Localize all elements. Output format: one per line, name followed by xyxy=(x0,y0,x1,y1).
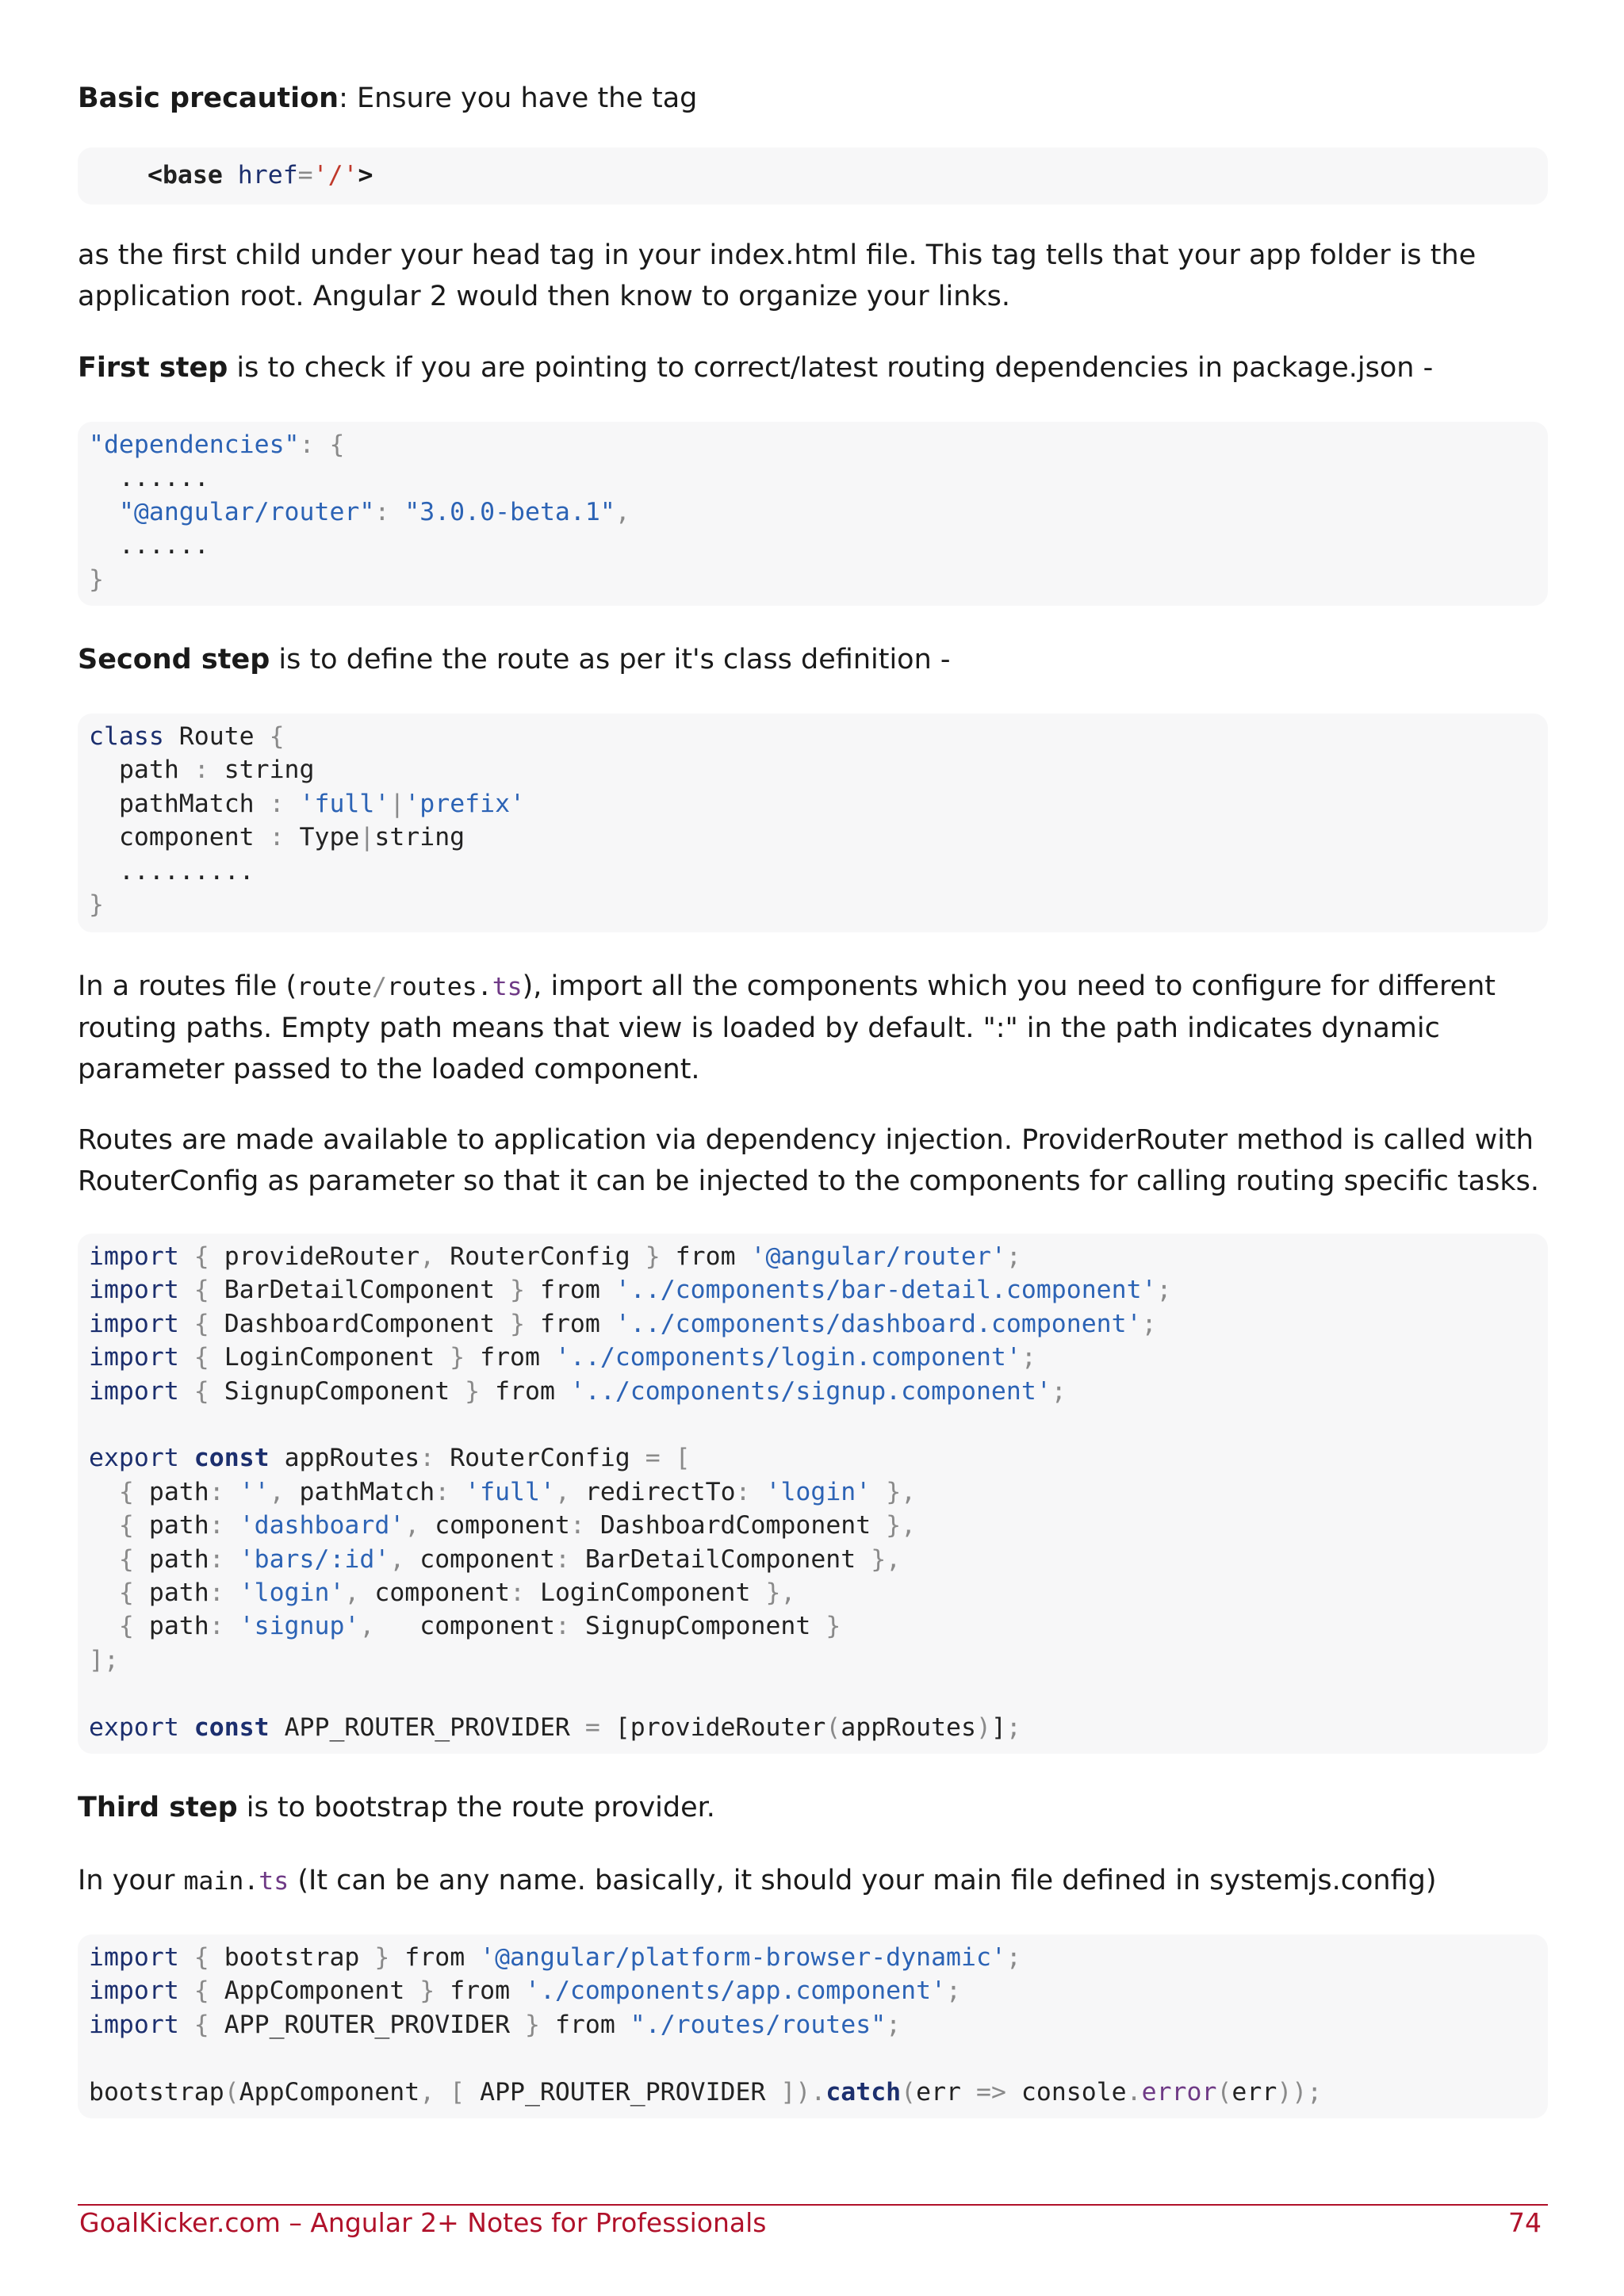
inline-code: ts xyxy=(259,1867,289,1896)
from-keyword: from xyxy=(450,1976,511,2006)
code-token: "dependencies" xyxy=(89,430,300,459)
code-token: bootstrap xyxy=(89,2077,224,2107)
from-keyword: from xyxy=(539,1309,600,1338)
route-key: path xyxy=(148,1578,209,1608)
route-path: 'dashboard' xyxy=(239,1511,405,1540)
code-token: "3.0.0-beta.1" xyxy=(404,497,615,526)
code-token: path xyxy=(118,756,179,785)
from-keyword: from xyxy=(480,1343,540,1372)
route-key: pathMatch xyxy=(299,1477,435,1506)
imported-name: RouterConfig xyxy=(450,1242,630,1271)
code-token: RouterConfig xyxy=(450,1444,630,1473)
route-value: 'login' xyxy=(765,1477,871,1506)
footer-divider xyxy=(78,2204,1548,2206)
code-token: Type xyxy=(299,823,360,852)
paragraph-text: In a routes file ( xyxy=(78,970,297,1002)
code-token: pathMatch xyxy=(118,789,255,818)
route-key: path xyxy=(148,1544,209,1574)
code-block-routes: import { provideRouter, RouterConfig } from '@angular/router'; import { BarDetailComponent } from '../components/bar-detail.component'; import { DashboardComponent } from '../components/dashboard.component'; import { LoginComponent } from '../components/login.component'; import { SignupComponent } from '../components/signup.component'; export const appRoutes: RouterConfig = [ { path: '', pathMatch: 'full', redirectTo: 'login' }, { path: 'dashboard', component: DashboardComponent }, { path: 'bars/:id', component: BarDetailComponent }, { path: 'login', component: LoginComponent }, { path: 'signup', component: SignupComponent } ]; export const APP_ROUTER_PROVIDER = [provideRouter(appRoutes)]; xyxy=(78,1234,1548,1754)
code-token: err xyxy=(1231,2077,1277,2107)
import-keyword: import xyxy=(89,1276,179,1305)
code-token: href xyxy=(237,161,298,189)
inline-code: ts xyxy=(492,973,523,1001)
from-keyword: from xyxy=(554,2010,615,2039)
route-key: redirectTo xyxy=(584,1477,736,1506)
route-key: component xyxy=(419,1544,555,1574)
module-path: '../components/signup.component' xyxy=(569,1376,1051,1406)
code-token: ...... xyxy=(118,531,209,561)
import-keyword: import xyxy=(89,1976,179,2006)
code-token: provideRouter xyxy=(630,1712,826,1742)
paragraph-text: is to check if you are pointing to correct/latest routing dependencies in package.json - xyxy=(228,352,1434,384)
route-path: 'login' xyxy=(239,1578,345,1608)
route-key: component xyxy=(419,1612,555,1641)
import-keyword: import xyxy=(89,2010,179,2039)
import-keyword: import xyxy=(89,1943,179,1972)
bold-label: Third step xyxy=(78,1792,238,1823)
main-file-paragraph xyxy=(78,1860,1437,1902)
bold-label: First step xyxy=(78,352,228,384)
import-keyword: import xyxy=(89,1309,179,1338)
code-token: component xyxy=(118,823,255,852)
code-token: string xyxy=(374,823,465,852)
inline-code: main. xyxy=(183,1867,259,1896)
paragraph-text: (It can be any name. basically, it should your main file defined in systemjs.config) xyxy=(289,1865,1437,1896)
import-keyword: import xyxy=(89,1376,179,1406)
code-token: error xyxy=(1141,2077,1217,2107)
module-path: '../components/bar-detail.component' xyxy=(615,1276,1157,1305)
bold-label: Second step xyxy=(78,644,270,675)
base-tag-explanation: as the first child under your head tag in your index.html file. This tag tells that your app folder is the application root. Angular 2 would then know to organize your links. xyxy=(78,239,1477,312)
code-token: '/' xyxy=(312,161,358,189)
paragraph-text: is to bootstrap the route provider. xyxy=(237,1792,715,1823)
bold-label: Basic precaution xyxy=(78,82,339,114)
code-token: APP_ROUTER_PROVIDER xyxy=(284,1712,570,1742)
footer-title: GoalKicker.com – Angular 2+ Notes for Professionals xyxy=(79,2207,767,2238)
paragraph-text: In your xyxy=(78,1865,184,1896)
paragraph-text: ), import all the components which you need to configure for different routing paths. Empty path means that view is loaded by default. ":" in the path indicates dynamic parameter passed to the loaded component. xyxy=(78,970,1496,1085)
route-key: component xyxy=(374,1578,511,1608)
route-value: SignupComponent xyxy=(584,1612,811,1641)
code-token: console xyxy=(1021,2077,1127,2107)
route-value: BarDetailComponent xyxy=(584,1544,856,1574)
code-token: Route xyxy=(178,722,255,751)
dependency-injection-paragraph: Routes are made available to application via dependency injection. ProviderRouter method is called with RouterConfig as parameter so that it can be injected to the components for calling routing specific tasks. xyxy=(78,1124,1539,1197)
code-token: catch xyxy=(825,2077,902,2107)
imported-name: BarDetailComponent xyxy=(224,1276,496,1305)
from-keyword: from xyxy=(495,1376,555,1406)
basic-precaution-paragraph xyxy=(78,78,697,119)
inline-code: route xyxy=(297,973,372,1001)
imported-name: DashboardComponent xyxy=(224,1309,496,1338)
code-token: APP_ROUTER_PROVIDER xyxy=(480,2077,766,2107)
paragraph-text: : Ensure you have the tag xyxy=(339,82,698,114)
from-keyword: from xyxy=(675,1242,736,1271)
inline-code: routes. xyxy=(386,973,492,1001)
imported-name: SignupComponent xyxy=(224,1376,450,1406)
module-path: '@angular/platform-browser-dynamic' xyxy=(480,1943,1006,1972)
route-path: 'bars/:id' xyxy=(239,1544,390,1574)
code-token: "@angular/router" xyxy=(118,497,375,526)
paragraph-text: is to define the route as per it's class definition - xyxy=(270,644,951,675)
route-key: path xyxy=(148,1511,209,1540)
routes-file-paragraph xyxy=(78,966,1548,1090)
module-path: "./routes/routes" xyxy=(630,2010,887,2039)
code-token: err xyxy=(916,2077,962,2107)
first-step-paragraph xyxy=(78,347,1433,388)
imported-name: AppComponent xyxy=(224,1976,405,2006)
code-block-dependencies: "dependencies": { ...... "@angular/router": "3.0.0-beta.1", ...... } xyxy=(78,422,1548,606)
module-path: './components/app.component' xyxy=(525,1976,947,2006)
from-keyword: from xyxy=(404,1943,465,1972)
imported-name: bootstrap xyxy=(224,1943,360,1972)
route-value: LoginComponent xyxy=(539,1578,751,1608)
module-path: '../components/dashboard.component' xyxy=(615,1309,1142,1338)
imported-name: APP_ROUTER_PROVIDER xyxy=(224,2010,511,2039)
route-key: path xyxy=(148,1612,209,1641)
second-step-paragraph xyxy=(78,639,951,680)
code-token: appRoutes xyxy=(841,1712,976,1742)
module-path: '../components/login.component' xyxy=(554,1343,1021,1372)
third-step-paragraph xyxy=(78,1787,715,1828)
route-key: component xyxy=(435,1511,570,1540)
import-keyword: import xyxy=(89,1343,179,1372)
code-block-main: import { bootstrap } from '@angular/platform-browser-dynamic'; import { AppComponent } from './components/app.component'; import { APP_ROUTER_PROVIDER } from "./routes/routes"; bootstrap(AppComponent, [ APP_ROUTER_PROVIDER ]).catch(err => console.error(err)); xyxy=(78,1934,1548,2118)
code-token: appRoutes xyxy=(284,1444,420,1473)
module-path: '@angular/router' xyxy=(750,1242,1006,1271)
route-value: 'full' xyxy=(465,1477,555,1506)
import-keyword: import xyxy=(89,1242,179,1271)
from-keyword: from xyxy=(539,1276,600,1305)
route-value: DashboardComponent xyxy=(599,1511,871,1540)
code-token: 'full' xyxy=(299,789,390,818)
code-token: class xyxy=(89,722,164,751)
imported-name: LoginComponent xyxy=(224,1343,435,1372)
code-block-base-tag: <base href='/'> xyxy=(78,147,1548,205)
code-block-route-class: class Route { path : string pathMatch : 'full'|'prefix' component : Type|string ......... } xyxy=(78,714,1548,932)
code-token: ......... xyxy=(118,856,255,886)
imported-name: provideRouter xyxy=(224,1242,420,1271)
page-number: 74 xyxy=(1508,2207,1542,2238)
route-key: path xyxy=(148,1477,209,1506)
code-token: 'prefix' xyxy=(404,789,526,818)
route-path: '' xyxy=(239,1477,270,1506)
code-token: ...... xyxy=(118,464,209,493)
route-path: 'signup' xyxy=(239,1612,360,1641)
inline-code: / xyxy=(371,973,387,1001)
code-token: base xyxy=(162,161,223,189)
code-token: AppComponent xyxy=(239,2077,420,2107)
code-token: string xyxy=(224,756,315,785)
